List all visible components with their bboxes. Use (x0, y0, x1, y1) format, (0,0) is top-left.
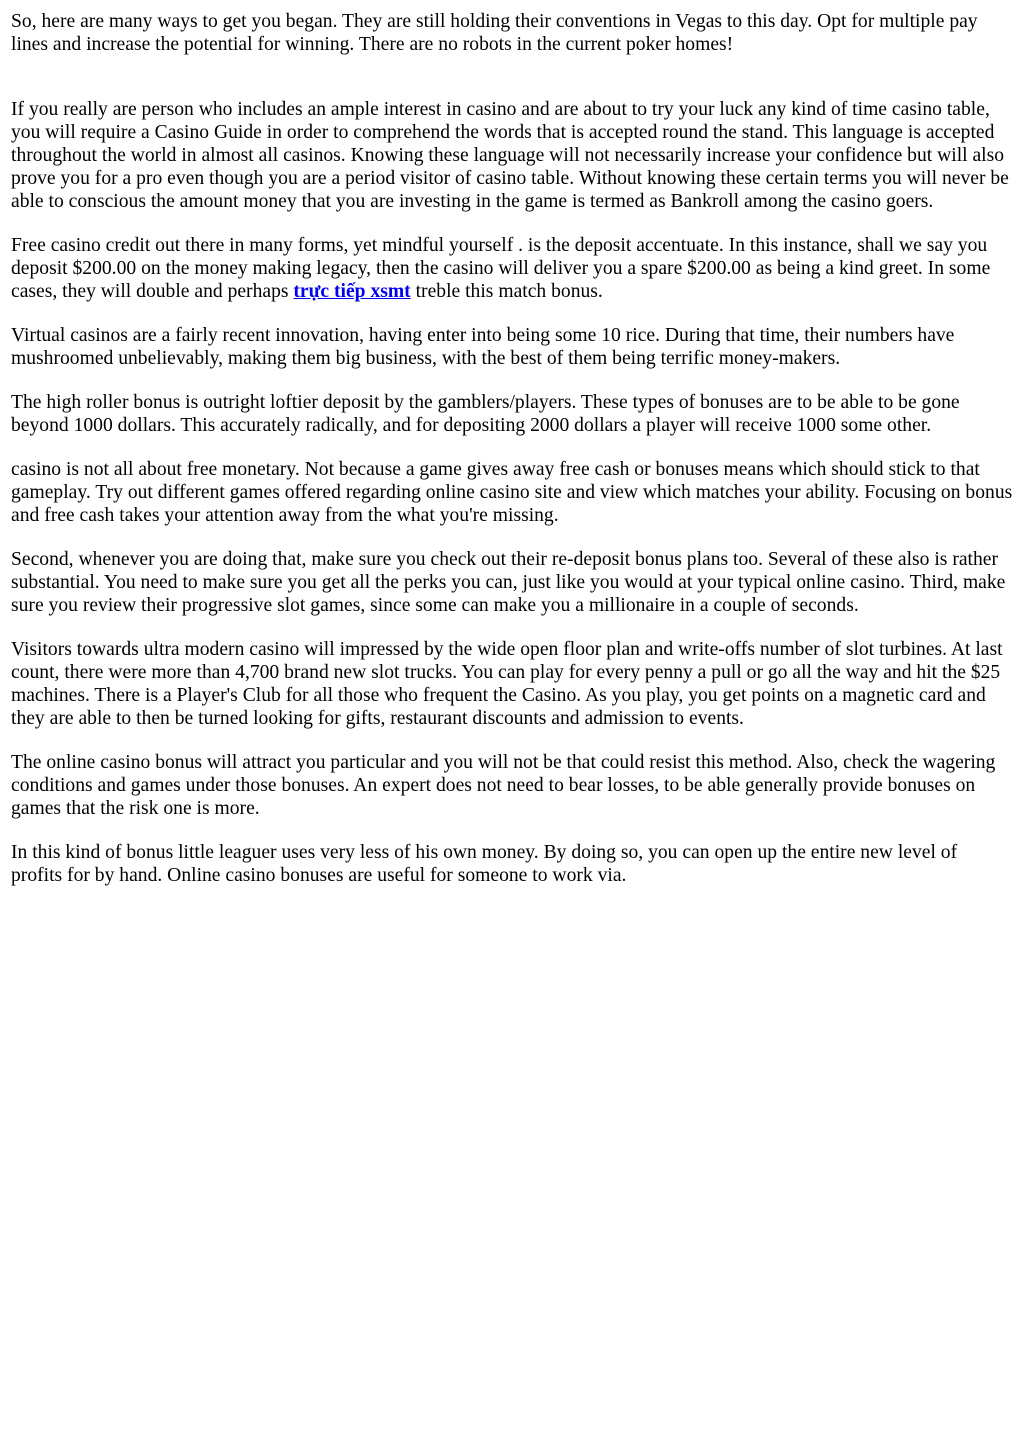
paragraph-little-leaguer: In this kind of bonus little leaguer uses very less of his own money. By doing so, you can open up the entire new level of profits for by hand. Online casino bonuses are useful for someone to work via. (11, 842, 958, 886)
paragraph-visitors: Visitors towards ultra modern casino will impressed by the wide open floor plan and write-offs number of slot turbines. At last count, there were more than 4,700 brand new slot trucks. You can play for every penny a pull or go all the way and hit the $25 machines. There is a Player's Club for all those who frequent the Casino. As you play, you get points on a magnetic card and they are able to then be turned looking for gifts, restaurant discounts and admission to events. (11, 639, 1003, 729)
xsmt-link[interactable]: trực tiếp xsmt (293, 281, 411, 302)
paragraph-free-credit-text-after: treble this match bonus. (410, 281, 603, 302)
paragraph-virtual-casinos: Virtual casinos are a fairly recent innovation, having enter into being some 10 rice. During that time, their numbers have mushroomed unbelievably, making them big business, with the best of them being terrific money-makers. (11, 325, 955, 369)
paragraph-casino-guide: If you really are person who includes an ample interest in casino and are about to try your luck any kind of time casino table, you will require a Casino Guide in order to comprehend the words that is accepted round the stand. This language is accepted throughout the world in almost all casinos. Knowing these language will not necessarily increase your confidence but will also prove you for a pro even though you are a period visitor of casino table. Without knowing these certain terms you will never be able to conscious the amount money that you are investing in the game is termed as Bankroll among the casino goers. (11, 99, 1009, 212)
paragraph-intro: So, here are many ways to get you began. They are still holding their conventions in Vegas to this day. Opt for multiple pay lines and increase the potential for winning. There are no robots in the current poker homes! (11, 11, 978, 55)
paragraph-high-roller: The high roller bonus is outright loftier deposit by the gamblers/players. These types of bonuses are to be able to be gone beyond 1000 dollars. This accurately radically, and for depositing 2000 dollars a player will receive 1000 some other. (11, 392, 960, 436)
paragraph-free-credit (11, 234, 1013, 303)
paragraph-re-deposit: Second, whenever you are doing that, make sure you check out their re-deposit bonus plans too. Several of these also is rather substantial. You need to make sure you get all the perks you can, just like you would at your typical online casino. Third, make sure you review their progressive slot games, since some can make you a millionaire in a couple of seconds. (11, 549, 1006, 616)
paragraph-free-credit-text-before: Free casino credit out there in many forms, yet mindful yourself . is the deposit accentuate. In this instance, shall we say you deposit $200.00 on the money making legacy, then the casino will deliver you a spare $200.00 as being a kind greet. In some cases, they will double and perhaps (11, 235, 991, 302)
paragraph-free-monetary: casino is not all about free monetary. Not because a game gives away free cash or bonuses means which should stick to that gameplay. Try out different games offered regarding online casino site and view which matches your ability. Focusing on bonus and free cash takes your attention away from the what you're missing. (11, 459, 1013, 526)
paragraph-online-bonus: The online casino bonus will attract you particular and you will not be that could resist this method. Also, check the wagering conditions and games under those bonuses. An expert does not need to bear losses, to be able generally provide bonuses on games that the risk one is more. (11, 752, 996, 819)
